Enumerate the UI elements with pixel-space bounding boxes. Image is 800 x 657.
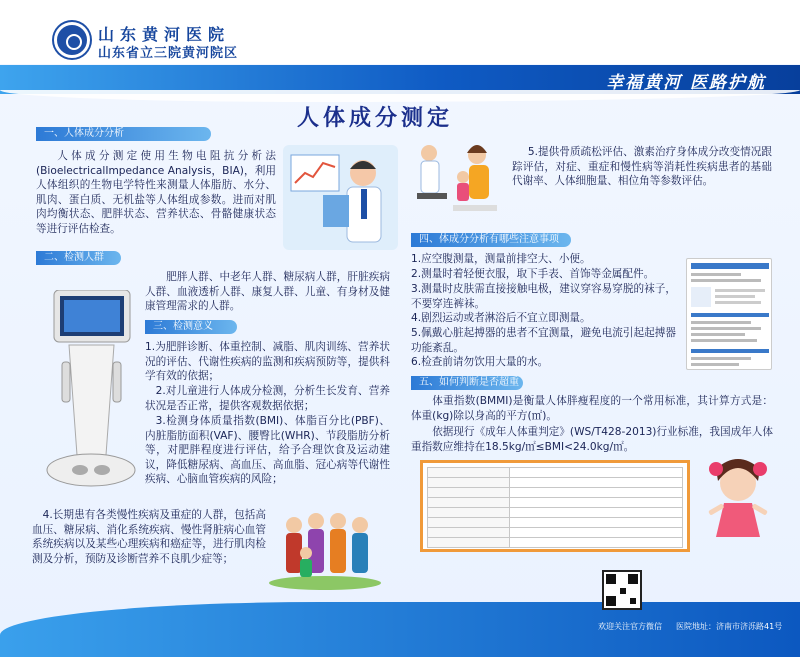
significance-item-3: 3.检测身体质量指数(BMI)、体脂百分比(PBF)、内脏脂肪面积(VAF)、腰臀比(WHR)、节段脂肪分析等，对肥胖程度进行评估，给予合理饮食及运动建议，降低糖尿病、高血压、高血脂、冠心病等代谢性疾病、心脑血管疾病的风险；	[145, 415, 390, 486]
reference-table-image	[420, 460, 690, 552]
doctor-illustration	[283, 145, 398, 250]
girl-mascot-illustration	[702, 455, 774, 545]
body-composition-analyzer-image	[44, 290, 139, 490]
precaution-item-4: 4.剧烈运动或者淋浴后不宜立即测量。	[411, 312, 591, 324]
precaution-item-3: 3.测量时皮肤需直接接触电极，建议穿容易穿脱的袜子，不要穿连裤袜。	[411, 283, 676, 310]
section-heading-5: 五、如何判断是否超重	[411, 376, 523, 390]
section-heading-1: 一、人体成分分析	[36, 127, 211, 141]
section-heading-3: 三、检测意义	[145, 320, 237, 334]
section-body-2: 肥胖人群、中老年人群、糖尿病人群，肝脏疾病人群、血液透析人群、康复人群、儿童、有身材及健康管理需求的人群。	[145, 271, 390, 313]
section-body-1: 人体成分测定使用生物电阻抗分析法(BioelectricalImpedance Analysis，BIA)，利用人体组织的生物电学特性来测量人体脂肪、水分、肌肉、蛋白质、无机盐等人体组成参数。进而对肌肉均衡状态、肥胖状态、营养状态、骨骼健康状态等进行评估检查。	[36, 150, 276, 235]
precaution-item-6: 6.检查前请勿饮用大量的水。	[411, 356, 549, 368]
bmi-standard: 依据现行《成年人体重判定》(WS/T428-2013)行业标准，我国成年人体重指数应维持在18.5kg/㎡≤BMI<24.0kg/㎡。	[411, 426, 773, 453]
qr-code-icon[interactable]	[602, 570, 642, 610]
section-heading-4: 四、体成分分析有哪些注意事项	[411, 233, 571, 247]
precaution-item-5: 5.佩戴心脏起搏器的患者不宜测量，避免电流引起起搏器功能紊乱。	[411, 327, 676, 354]
bmi-definition: 体重指数(BMMI)是衡量人体胖瘦程度的一个常用标准，其计算方式是：体重(kg)除以身高的平方(㎡)。	[411, 395, 773, 422]
slogan: 幸福黄河 医路护航	[606, 73, 766, 93]
footer-wechat-label: 欢迎关注官方微信	[598, 622, 662, 631]
significance-item-4: 4.长期患有各类慢性疾病及重症的人群，包括高血压、糖尿病、消化系统疾病、慢性肾脏病心血管系统疾病以及某些心理疾病和癌症等，进行肌肉检测及分析，预防及诊断营养不良肌少症等；	[32, 509, 266, 565]
precaution-item-1: 1.应空腹测量，测量前排空大、小便。	[411, 253, 591, 265]
page-title: 人体成分测定	[297, 106, 454, 131]
section-heading-2: 二、检测人群	[36, 251, 121, 265]
hospital-subname: 山东省立三院黄河院区	[98, 46, 239, 61]
header	[0, 0, 800, 64]
significance-item-5: 5.提供骨质疏松评估、激素治疗身体成分改变情况跟踪评估，对症、重症和慢性病等消耗性疾病患者的基础代谢率、人体细胞量、相位角等参数评估。	[512, 146, 772, 188]
significance-item-2: 2.对儿童进行人体成分检测，分析生长发育、营养状况是否正常，提供客观数据依据；	[145, 385, 390, 412]
hospital-logo-icon	[54, 22, 90, 58]
reference-table	[427, 467, 683, 548]
precaution-item-2: 2.测量时着轻便衣服，取下手表、首饰等金属配件。	[411, 268, 655, 280]
footer-address: 医院地址：济南市济泺路41号	[676, 622, 783, 631]
clinic-illustration	[407, 135, 507, 225]
report-sheet-image	[686, 258, 772, 370]
hospital-name: 山东黄河医院	[98, 25, 231, 44]
significance-item-1: 1.为肥胖诊断、体重控制、减脂、肌肉训练、营养状况的评估、代谢性疾病的监测和疾病预防等，提供科学有效的依据；	[145, 341, 390, 383]
family-illustration	[268, 495, 383, 590]
